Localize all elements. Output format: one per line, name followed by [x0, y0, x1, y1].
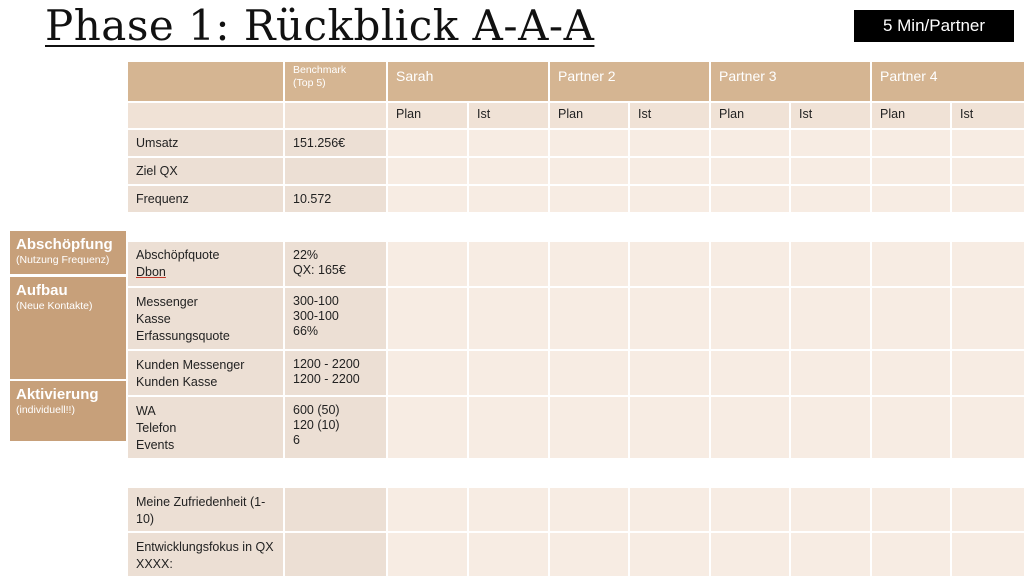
header-partner-2: Partner 2 — [550, 62, 709, 101]
input-cell[interactable] — [872, 488, 950, 531]
input-cell[interactable] — [872, 186, 950, 212]
input-cell[interactable] — [469, 242, 548, 286]
input-cell[interactable] — [469, 288, 548, 349]
section-subtitle: (Neue Kontakte) — [16, 300, 93, 312]
input-cell[interactable] — [791, 130, 870, 156]
header-empty — [128, 62, 283, 101]
section-abschoepfung — [10, 231, 126, 274]
input-cell[interactable] — [711, 533, 789, 576]
input-cell[interactable] — [791, 158, 870, 184]
input-cell[interactable] — [550, 158, 628, 184]
section-subtitle: (Nutzung Frequenz) — [16, 254, 110, 266]
section-title: Aktivierung — [16, 386, 99, 403]
row-label-abschoepf — [128, 242, 283, 286]
row-label-frequenz: Frequenz — [128, 186, 283, 212]
input-cell[interactable] — [550, 242, 628, 286]
row-label-zufriedenheit: Meine Zufriedenheit (1-10) — [128, 488, 283, 531]
input-cell[interactable] — [872, 242, 950, 286]
section-title: Abschöpfung — [16, 236, 113, 253]
row-label-aufbau-1: Messenger Kasse Erfassungsquote — [128, 288, 283, 349]
row-label-fokus: Entwicklungsfokus in QX XXXX: — [128, 533, 283, 576]
input-cell[interactable] — [550, 533, 628, 576]
row-label-umsatz: Umsatz — [128, 130, 283, 156]
spacer-row — [128, 460, 1024, 486]
ist-label: Ist — [952, 103, 1024, 128]
input-cell[interactable] — [791, 533, 870, 576]
plan-label: Plan — [388, 103, 467, 128]
input-cell[interactable] — [952, 351, 1024, 395]
input-cell[interactable] — [469, 158, 548, 184]
plan-label: Plan — [872, 103, 950, 128]
input-cell[interactable] — [952, 397, 1024, 458]
time-box-badge: 5 Min/Partner — [854, 10, 1014, 42]
input-cell[interactable] — [952, 288, 1024, 349]
input-cell[interactable] — [388, 397, 467, 458]
input-cell[interactable] — [550, 288, 628, 349]
input-cell[interactable] — [550, 186, 628, 212]
input-cell[interactable] — [791, 397, 870, 458]
input-cell[interactable] — [388, 186, 467, 212]
section-aktivierung — [10, 381, 126, 441]
input-cell[interactable] — [469, 351, 548, 395]
input-cell[interactable] — [550, 351, 628, 395]
benchmark-ziel — [285, 158, 386, 184]
input-cell[interactable] — [630, 397, 709, 458]
input-cell[interactable] — [952, 488, 1024, 531]
row-label-aktivierung: WA Telefon Events — [128, 397, 283, 458]
input-cell[interactable] — [388, 242, 467, 286]
input-cell[interactable] — [388, 288, 467, 349]
input-cell[interactable] — [872, 351, 950, 395]
subheader-empty — [285, 103, 386, 128]
input-cell[interactable] — [630, 351, 709, 395]
page-title: Phase 1: Rückblick A-A-A — [45, 1, 595, 50]
plan-label: Plan — [550, 103, 628, 128]
benchmark-frequenz: 10.572 — [285, 186, 386, 212]
benchmark-aktivierung: 600 (50) 120 (10) 6 — [285, 397, 386, 458]
input-cell[interactable] — [630, 488, 709, 531]
input-cell[interactable] — [711, 242, 789, 286]
input-cell[interactable] — [711, 288, 789, 349]
input-cell[interactable] — [630, 186, 709, 212]
spacer-row — [128, 214, 1024, 240]
subheader-empty — [128, 103, 283, 128]
input-cell[interactable] — [388, 533, 467, 576]
benchmark-umsatz: 151.256€ — [285, 130, 386, 156]
label-abschoepfquote: Abschöpfquote — [136, 248, 220, 262]
input-cell[interactable] — [630, 533, 709, 576]
input-cell[interactable] — [469, 186, 548, 212]
ist-label: Ist — [630, 103, 709, 128]
input-cell[interactable] — [872, 533, 950, 576]
input-cell[interactable] — [711, 158, 789, 184]
input-cell[interactable] — [630, 288, 709, 349]
input-cell[interactable] — [550, 488, 628, 531]
input-cell[interactable] — [791, 351, 870, 395]
row-label-ziel: Ziel QX — [128, 158, 283, 184]
input-cell[interactable] — [469, 488, 548, 531]
input-cell[interactable] — [711, 130, 789, 156]
benchmark-zufriedenheit — [285, 488, 386, 531]
label-dbon: Dbon — [136, 265, 166, 279]
input-cell[interactable] — [791, 242, 870, 286]
input-cell[interactable] — [388, 351, 467, 395]
input-cell[interactable] — [952, 242, 1024, 286]
benchmark-abschoepf: 22% QX: 165€ — [285, 242, 386, 286]
input-cell[interactable] — [711, 351, 789, 395]
input-cell[interactable] — [711, 186, 789, 212]
header-partner-4: Partner 4 — [872, 62, 1024, 101]
input-cell[interactable] — [872, 397, 950, 458]
benchmark-aufbau-2: 1200 - 2200 1200 - 2200 — [285, 351, 386, 395]
input-cell[interactable] — [952, 533, 1024, 576]
input-cell[interactable] — [952, 158, 1024, 184]
input-cell[interactable] — [952, 130, 1024, 156]
input-cell[interactable] — [711, 397, 789, 458]
review-table — [128, 62, 1024, 576]
input-cell[interactable] — [469, 397, 548, 458]
header-benchmark: Benchmark (Top 5) — [285, 62, 386, 101]
input-cell[interactable] — [872, 158, 950, 184]
header-partner-3: Partner 3 — [711, 62, 870, 101]
input-cell[interactable] — [872, 130, 950, 156]
section-title: Aufbau — [16, 282, 68, 299]
header-partner-1: Sarah — [388, 62, 548, 101]
plan-label: Plan — [711, 103, 789, 128]
input-cell[interactable] — [469, 130, 548, 156]
input-cell[interactable] — [791, 186, 870, 212]
input-cell[interactable] — [388, 158, 467, 184]
input-cell[interactable] — [630, 158, 709, 184]
input-cell[interactable] — [630, 130, 709, 156]
input-cell[interactable] — [388, 488, 467, 531]
input-cell[interactable] — [550, 130, 628, 156]
input-cell[interactable] — [791, 488, 870, 531]
ist-label: Ist — [469, 103, 548, 128]
input-cell[interactable] — [952, 186, 1024, 212]
ist-label: Ist — [791, 103, 870, 128]
input-cell[interactable] — [550, 397, 628, 458]
input-cell[interactable] — [469, 533, 548, 576]
section-aufbau — [10, 277, 126, 379]
input-cell[interactable] — [630, 242, 709, 286]
input-cell[interactable] — [711, 488, 789, 531]
benchmark-aufbau-1: 300-100 300-100 66% — [285, 288, 386, 349]
input-cell[interactable] — [388, 130, 467, 156]
benchmark-fokus — [285, 533, 386, 576]
input-cell[interactable] — [872, 288, 950, 349]
row-label-aufbau-2: Kunden Messenger Kunden Kasse — [128, 351, 283, 395]
input-cell[interactable] — [791, 288, 870, 349]
section-subtitle: (individuell!!) — [16, 404, 75, 416]
